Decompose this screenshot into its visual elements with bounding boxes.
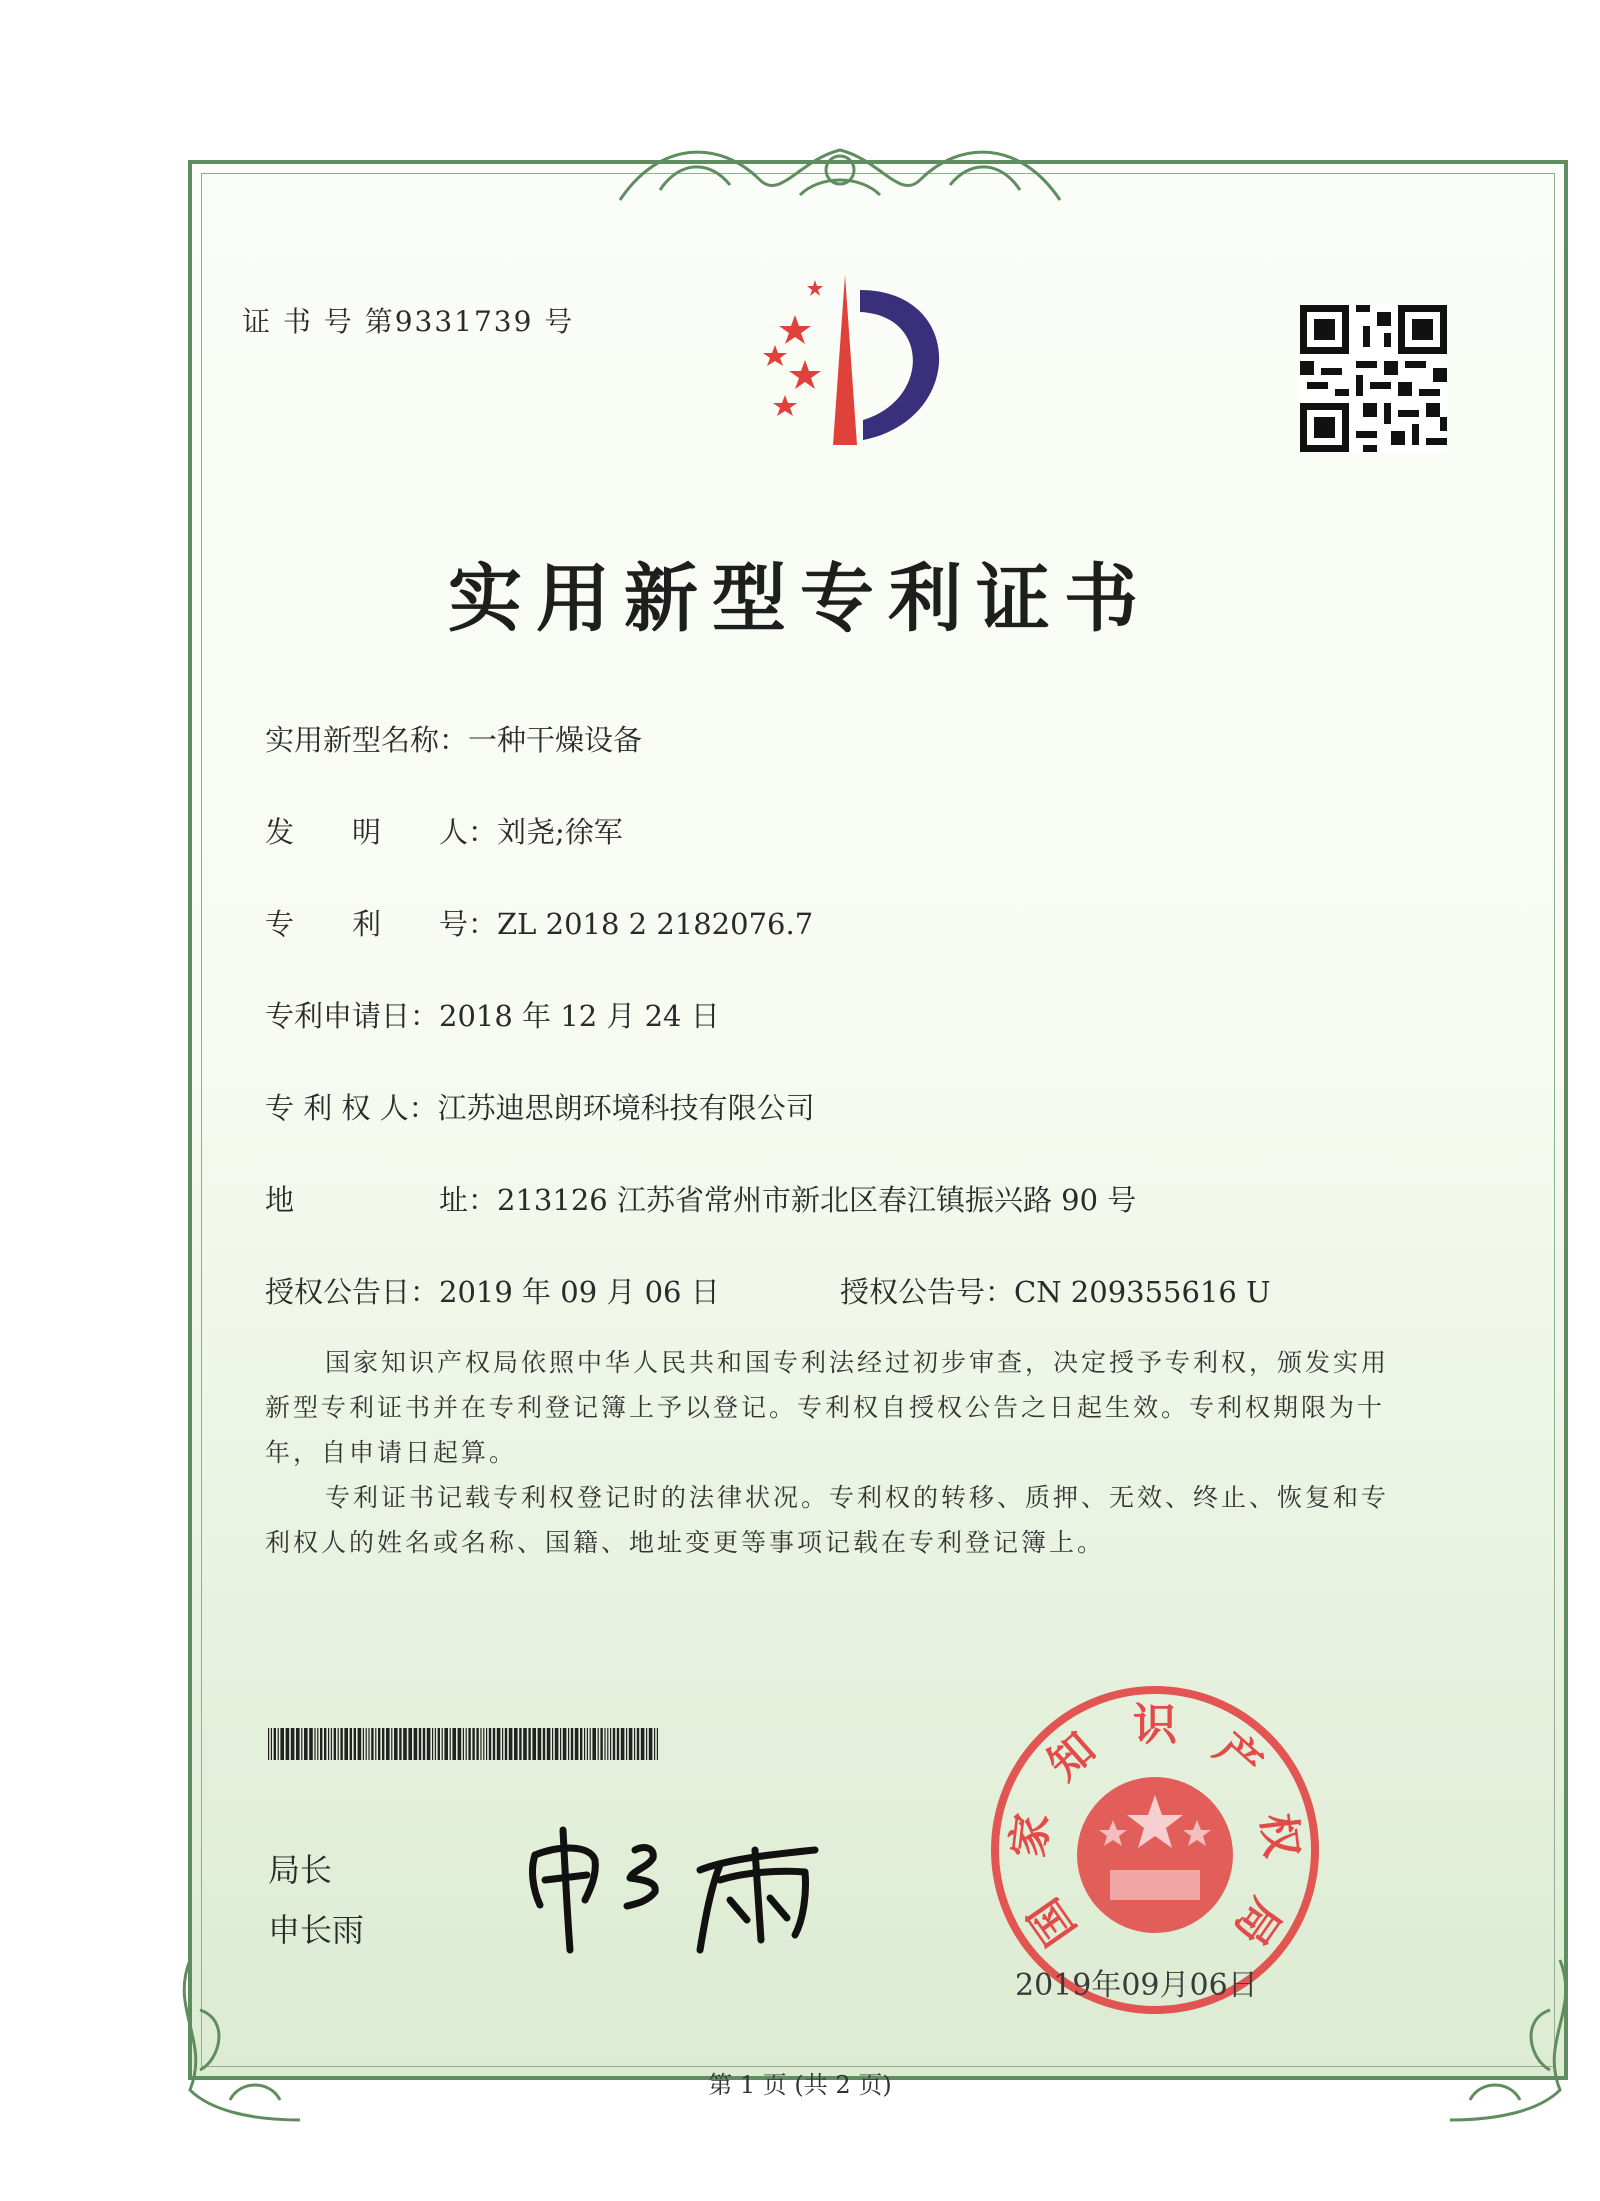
barcode-bar — [358, 1728, 362, 1760]
field-label: 地 址： — [265, 1183, 498, 1217]
barcode-bar — [378, 1728, 380, 1760]
barcode-bar — [641, 1728, 645, 1760]
barcode-icon — [268, 1728, 658, 1760]
barcode-bar — [523, 1728, 527, 1760]
barcode-bar — [584, 1728, 585, 1760]
barcode-bar — [568, 1728, 569, 1760]
barcode-bar — [274, 1728, 276, 1760]
barcode-bar — [414, 1728, 418, 1760]
barcode-bar — [296, 1728, 300, 1760]
barcode-bar — [324, 1728, 326, 1760]
barcode-bar — [472, 1728, 474, 1760]
barcode-bar — [328, 1728, 329, 1760]
barcode-bar — [334, 1728, 336, 1760]
barcode-bar — [486, 1728, 487, 1760]
barcode-bar — [320, 1728, 322, 1760]
barcode-bar — [505, 1728, 507, 1760]
barcode-bar — [442, 1728, 443, 1760]
statement-paragraph: 国家知识产权局依照中华人民共和国专利法经过初步审查，决定授予专利权，颁发实用新型专利证书并在专利登记簿上予以登记。专利权自授权公告之日起生效。专利权期限为十年，自申请日起算。 — [265, 1348, 1390, 1467]
barcode-bar — [399, 1728, 401, 1760]
barcode-bar — [466, 1728, 467, 1760]
barcode-bar — [331, 1728, 332, 1760]
field-value: 江苏迪思朗环境科技有限公司 — [437, 1091, 815, 1125]
barcode-bar — [317, 1728, 318, 1760]
seal-character: 产 — [1204, 1722, 1272, 1791]
field-filing-date — [265, 994, 720, 1035]
barcode-bar — [483, 1728, 484, 1760]
barcode-bar — [382, 1728, 384, 1760]
barcode-bar — [444, 1728, 448, 1760]
barcode-bar — [646, 1728, 647, 1760]
barcode-bar — [463, 1728, 464, 1760]
barcode-bar — [366, 1728, 367, 1760]
corner-ornament-icon — [170, 1950, 310, 2130]
barcode-bar — [286, 1728, 290, 1760]
barcode-bar — [592, 1728, 596, 1760]
barcode-bar — [268, 1728, 269, 1760]
seal-character: 识 — [1133, 1699, 1177, 1751]
field-grant-number — [840, 1270, 1271, 1311]
barcode-bar — [363, 1728, 364, 1760]
barcode-bar — [560, 1728, 561, 1760]
barcode-bar — [607, 1728, 608, 1760]
field-value: 2018 年 12 月 24 日 — [439, 999, 720, 1033]
barcode-bar — [452, 1728, 456, 1760]
field-inventor — [265, 810, 623, 851]
field-label: 实用新型名称： — [265, 723, 469, 757]
barcode-bar — [502, 1728, 503, 1760]
barcode-bar — [301, 1728, 302, 1760]
barcode-bar — [587, 1728, 588, 1760]
seal-character: 局 — [1223, 1889, 1291, 1955]
barcode-bar — [629, 1728, 633, 1760]
barcode-bar — [580, 1728, 582, 1760]
barcode-bar — [489, 1728, 491, 1760]
director-block — [268, 1840, 364, 1960]
page-number: 第 1 页 (共 2 页) — [708, 2071, 892, 2099]
barcode-bar — [403, 1728, 407, 1760]
field-value: ZL 2018 2 2182076.7 — [497, 907, 814, 941]
field-label: 专利申请日： — [265, 999, 440, 1033]
field-value: 2019 年 09 月 06 日 — [439, 1275, 720, 1309]
barcode-bar — [375, 1728, 376, 1760]
barcode-bar — [497, 1728, 501, 1760]
barcode-bar — [547, 1728, 551, 1760]
barcode-bar — [309, 1728, 313, 1760]
barcode-bar — [419, 1728, 421, 1760]
barcode-bar — [555, 1728, 559, 1760]
barcode-bar — [626, 1728, 627, 1760]
barcode-bar — [657, 1728, 658, 1760]
barcode-bar — [637, 1728, 639, 1760]
barcode-bar — [598, 1728, 599, 1760]
barcode-bar — [634, 1728, 635, 1760]
barcode-bar — [458, 1728, 462, 1760]
barcode-bar — [350, 1728, 352, 1760]
barcode-bar — [408, 1728, 412, 1760]
barcode-bar — [468, 1728, 470, 1760]
director-signature-icon — [515, 1810, 845, 1960]
barcode-bar — [528, 1728, 530, 1760]
barcode-bar — [613, 1728, 615, 1760]
field-patent-holder — [265, 1086, 815, 1127]
barcode-bar — [391, 1728, 392, 1760]
barcode-bar — [304, 1728, 308, 1760]
barcode-bar — [278, 1728, 279, 1760]
field-label: 发 明 人： — [265, 815, 498, 849]
field-label: 专 利 权 人： — [265, 1091, 438, 1125]
barcode-bar — [552, 1728, 553, 1760]
barcode-bar — [575, 1728, 579, 1760]
barcode-bar — [386, 1728, 390, 1760]
barcode-bar — [590, 1728, 591, 1760]
barcode-bar — [649, 1728, 653, 1760]
top-ornament-icon — [600, 120, 1080, 210]
barcode-bar — [450, 1728, 451, 1760]
barcode-bar — [314, 1728, 315, 1760]
field-value: 213126 江苏省常州市新北区春江镇振兴路 90 号 — [497, 1183, 1137, 1217]
barcode-bar — [600, 1728, 602, 1760]
barcode-bar — [271, 1728, 272, 1760]
barcode-bar — [368, 1728, 369, 1760]
barcode-bar — [435, 1728, 436, 1760]
barcode-bar — [519, 1728, 521, 1760]
barcode-bar — [543, 1728, 545, 1760]
barcode-bar — [654, 1728, 655, 1760]
director-title: 局长 — [268, 1851, 333, 1889]
barcode-bar — [514, 1728, 518, 1760]
seal-character: 权 — [1251, 1810, 1308, 1861]
barcode-bar — [476, 1728, 478, 1760]
certificate-title: 实用新型专利证书 — [448, 556, 1152, 642]
field-address — [265, 1178, 1136, 1219]
seal-character: 国 — [1019, 1889, 1087, 1955]
barcode-bar — [280, 1728, 284, 1760]
barcode-bar — [509, 1728, 513, 1760]
field-label: 授权公告号： — [840, 1275, 1015, 1309]
barcode-bar — [563, 1728, 567, 1760]
barcode-bar — [493, 1728, 495, 1760]
field-value: 一种干燥设备 — [468, 723, 643, 757]
statement-paragraph: 专利证书记载专利权登记时的法律状况。专利权的转移、质押、无效、终止、恢复和专利权人的姓名或名称、国籍、地址变更等事项记载在专利登记簿上。 — [265, 1483, 1390, 1557]
barcode-bar — [338, 1728, 339, 1760]
seal-character: 家 — [1002, 1810, 1059, 1861]
director-name: 申长雨 — [268, 1911, 365, 1949]
barcode-bar — [571, 1728, 573, 1760]
field-patent-number — [265, 902, 813, 943]
corner-ornament-icon — [1440, 1950, 1580, 2130]
field-grant-date — [265, 1270, 720, 1311]
barcode-bar — [532, 1728, 536, 1760]
seal-character: 知 — [1038, 1722, 1106, 1791]
barcode-bar — [371, 1728, 373, 1760]
barcode-bar — [340, 1728, 342, 1760]
barcode-bar — [354, 1728, 356, 1760]
barcode-bar — [432, 1728, 433, 1760]
barcode-bar — [621, 1728, 625, 1760]
barcode-bar — [423, 1728, 425, 1760]
field-value: CN 209355616 U — [1014, 1275, 1271, 1309]
field-label: 专 利 号： — [265, 907, 498, 941]
barcode-bar — [394, 1728, 398, 1760]
seal-date: 2019年09月06日 — [1015, 1968, 1258, 2003]
certificate-number: 证 书 号 第9331739 号 — [242, 305, 575, 338]
qr-code-icon — [1300, 305, 1447, 452]
barcode-bar — [427, 1728, 431, 1760]
barcode-bar — [538, 1728, 542, 1760]
barcode-bar — [291, 1728, 295, 1760]
patent-office-emblem-icon — [735, 270, 975, 450]
barcode-bar — [610, 1728, 611, 1760]
field-label: 授权公告日： — [265, 1275, 440, 1309]
field-value: 刘尧;徐军 — [497, 815, 623, 849]
barcode-bar — [480, 1728, 481, 1760]
barcode-bar — [344, 1728, 348, 1760]
field-utility-model-name — [265, 718, 642, 759]
barcode-bar — [617, 1728, 619, 1760]
barcode-bar — [604, 1728, 605, 1760]
barcode-bar — [438, 1728, 440, 1760]
